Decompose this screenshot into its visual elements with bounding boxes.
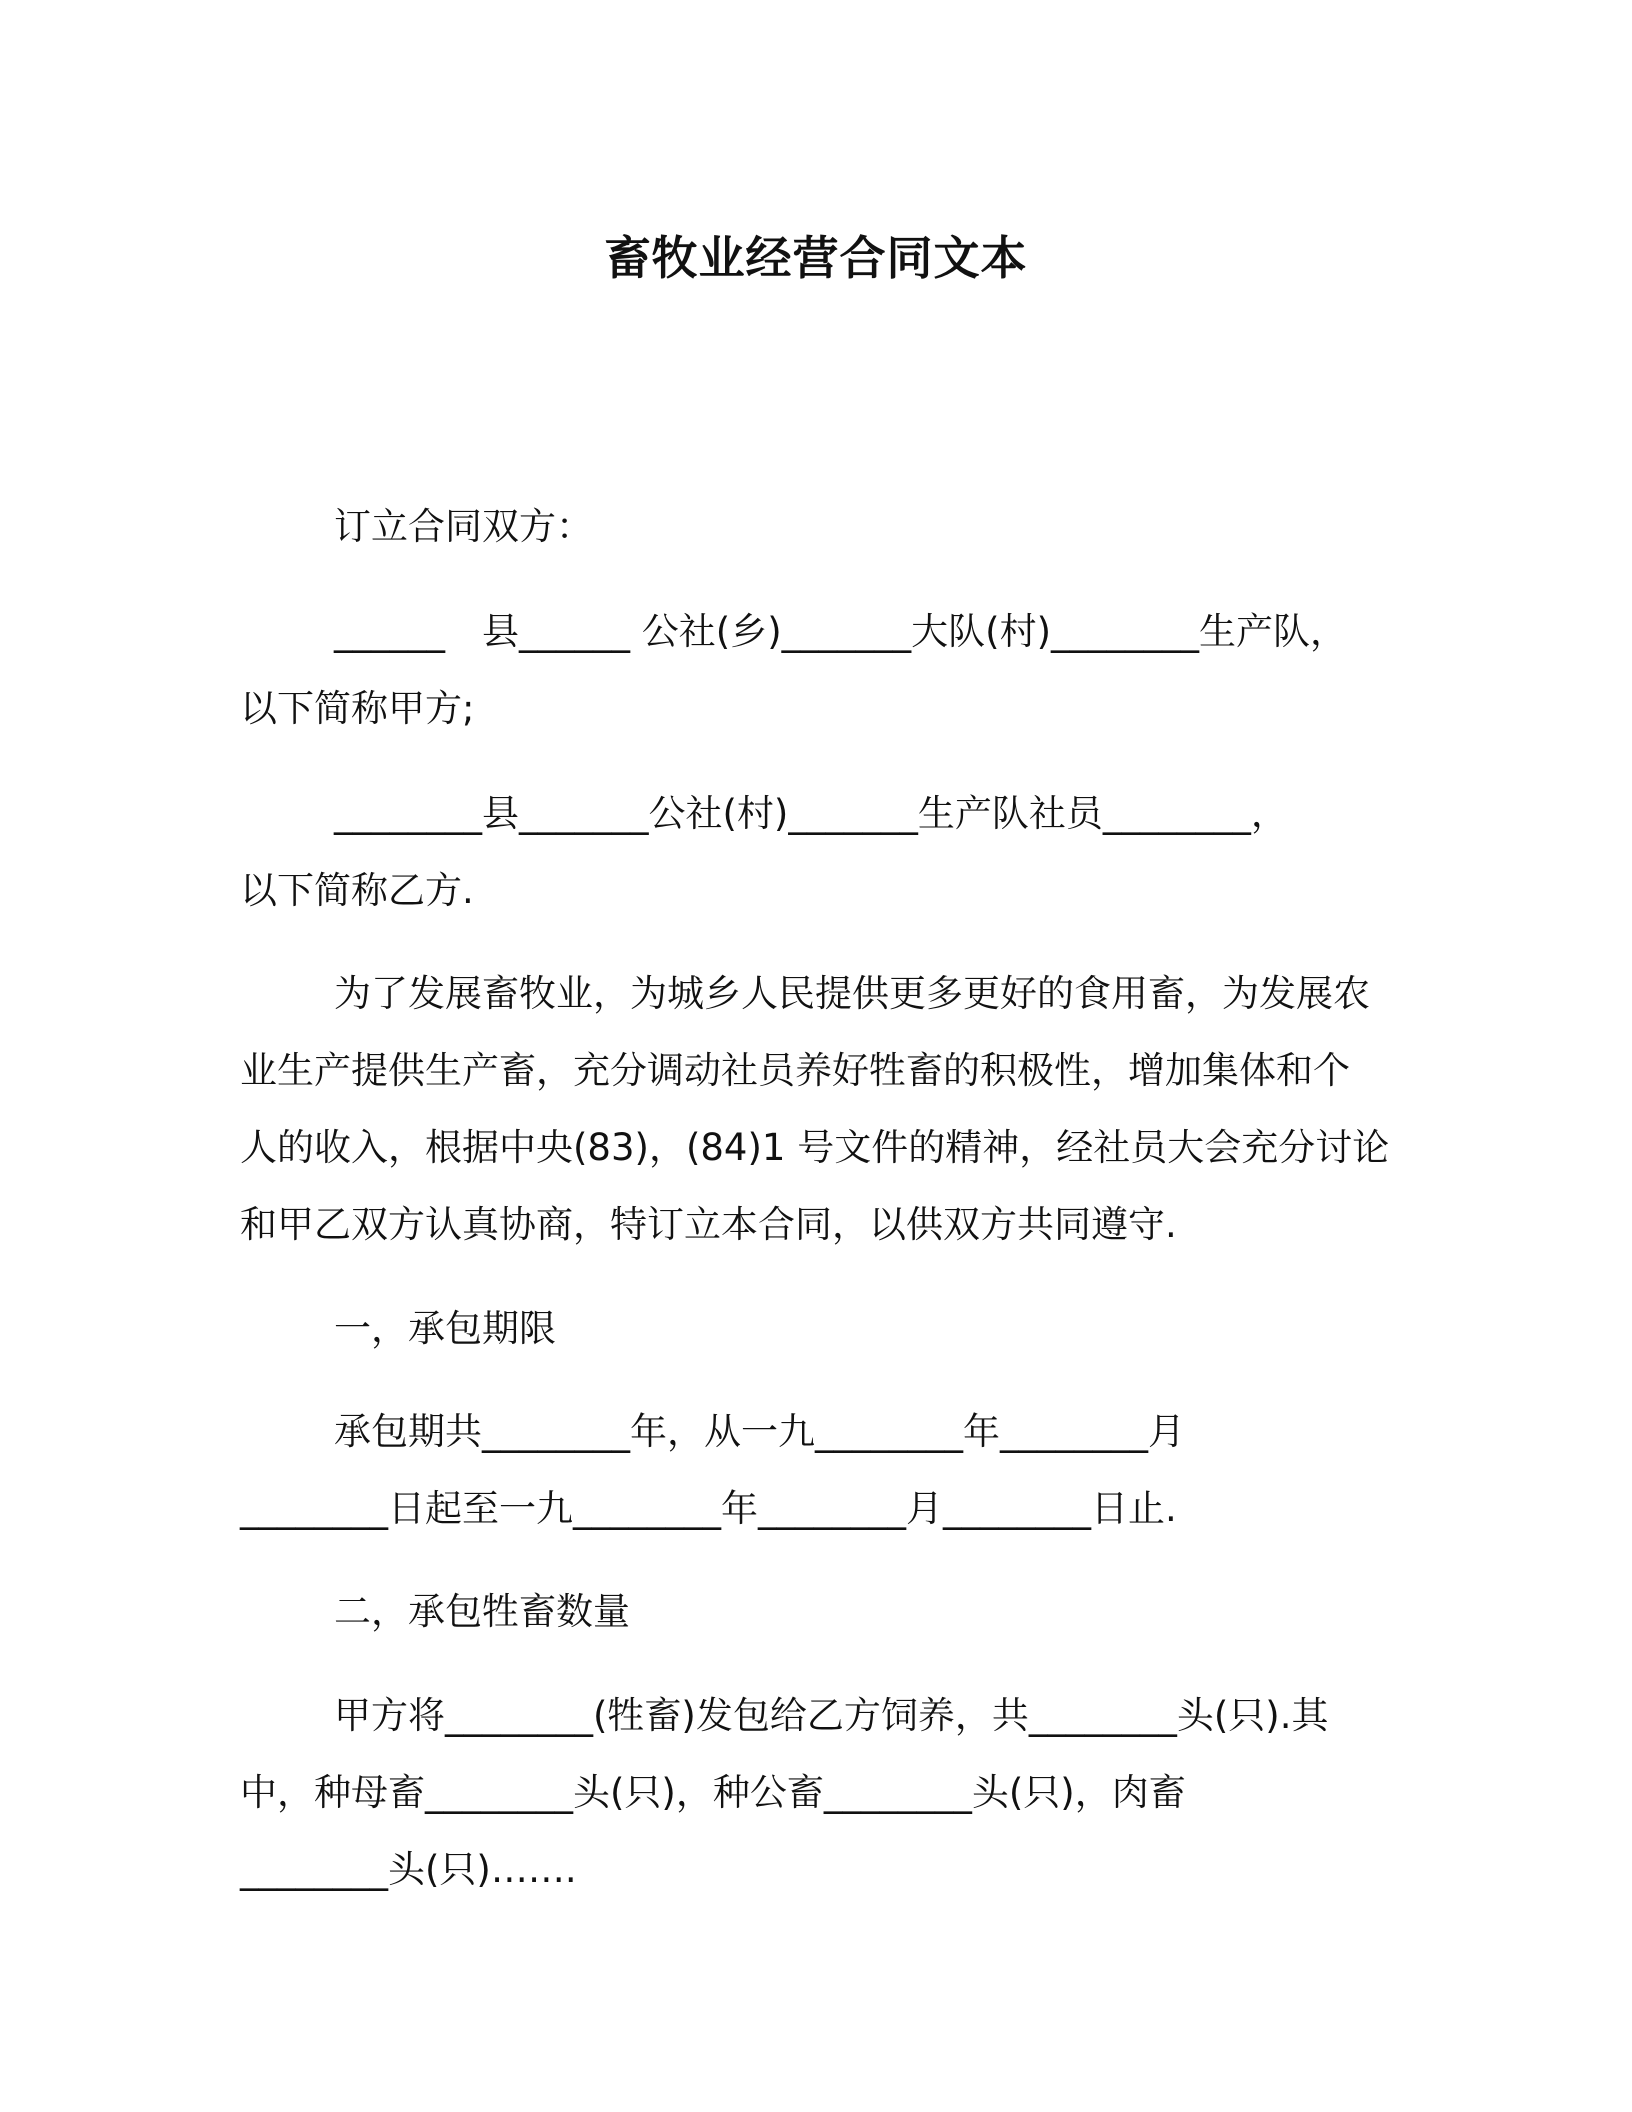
paragraph-line: 和甲乙双方认真协商，特订立本合同，以供双方共同遵守. (240, 1203, 1177, 1246)
paragraph-line: 人的收入，根据中央(83)，(84)1 号文件的精神，经社员大会充分讨论 (240, 1126, 1390, 1169)
paragraph-line: 二，承包牲畜数量 (334, 1590, 630, 1633)
paragraph-line: ________县_______公社(村)_______生产队社员________， (334, 792, 1288, 835)
paragraph-parties-intro (240, 488, 1400, 565)
paragraph-line: 承包期共________年，从一九________年________月 (334, 1410, 1185, 1453)
paragraph-party-b (240, 775, 1400, 929)
paragraph-line: 业生产提供生产畜，充分调动社员养好牲畜的积极性，增加集体和个 (240, 1049, 1350, 1092)
section-heading-livestock (240, 1573, 1400, 1650)
paragraph-line: 一，承包期限 (334, 1307, 556, 1350)
paragraph-livestock (240, 1677, 1400, 1908)
paragraph-line: ______ 县______ 公社(乡)_______大队(村)________生产队， (334, 610, 1348, 653)
paragraph-line: 为了发展畜牧业，为城乡人民提供更多更好的食用畜，为发展农 (334, 972, 1370, 1015)
paragraph-line: 甲方将________(牲畜)发包给乙方饲养，共________头(只).其 (334, 1694, 1329, 1737)
paragraph-line: 订立合同双方： (334, 505, 593, 548)
paragraph-purpose (240, 955, 1400, 1263)
document-title: 畜牧业经营合同文本 (604, 231, 1028, 285)
section-heading-term (240, 1290, 1400, 1367)
paragraph-line: 以下简称乙方. (240, 869, 474, 912)
paragraph-line: 中，种母畜________头(只)，种公畜________头(只)，肉畜 (240, 1771, 1186, 1814)
paragraph-line: ________日起至一九________年________月________日止. (240, 1487, 1177, 1530)
paragraph-line: 以下简称甲方; (240, 687, 475, 730)
paragraph-line: ________头(只)……. (240, 1848, 577, 1891)
paragraph-party-a (240, 593, 1400, 747)
paragraph-term (240, 1393, 1400, 1547)
